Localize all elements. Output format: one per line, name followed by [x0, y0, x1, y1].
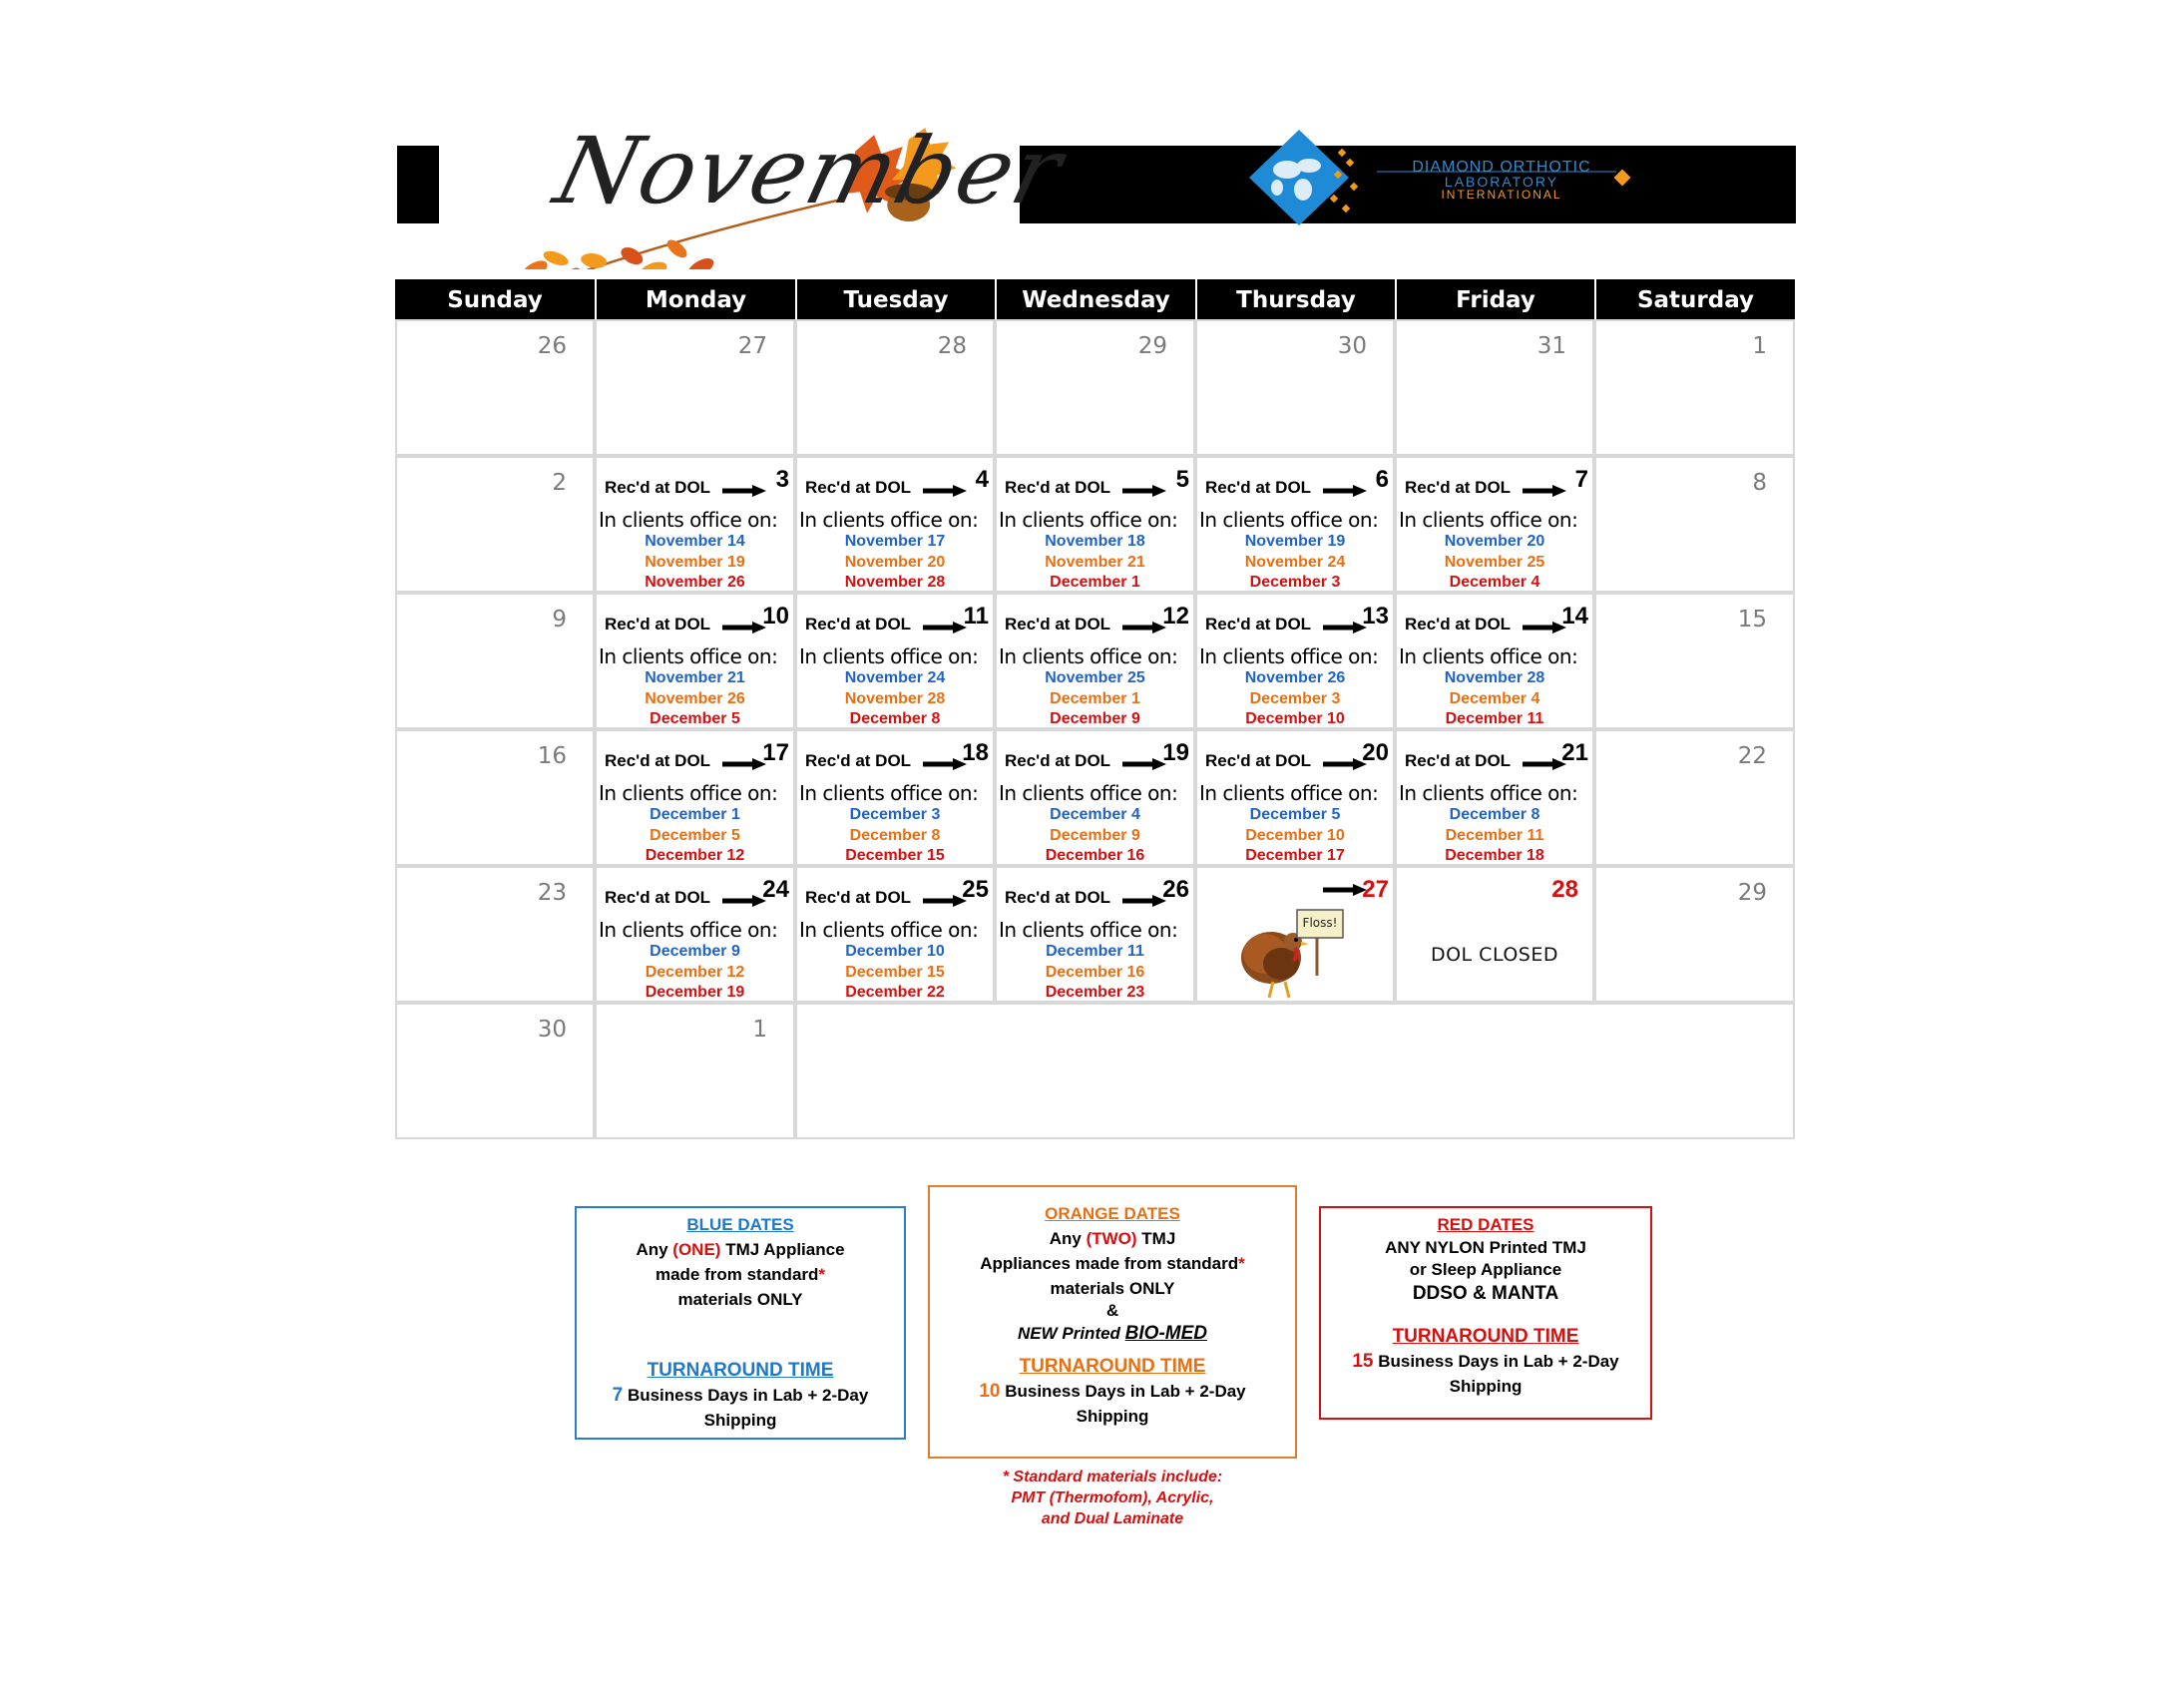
legend-blue-line-5: Shipping	[703, 1411, 777, 1430]
received-label: Rec'd at DOL	[1405, 615, 1512, 633]
delivery-dates	[997, 942, 1193, 1004]
day-header-tuesday: Tuesday	[797, 279, 995, 319]
in-office-label: In clients office on:	[1399, 508, 1578, 532]
day-number: 1	[1752, 333, 1767, 359]
delivery-dates	[1397, 668, 1592, 730]
in-office-label: In clients office on:	[599, 781, 778, 805]
orange-date: November 21	[1045, 553, 1145, 571]
legend-blue-title: BLUE DATES	[686, 1215, 794, 1234]
delivery-dates	[797, 805, 993, 867]
arrow-right-icon	[1523, 484, 1566, 502]
day-number: 26	[537, 333, 567, 359]
day-number: 15	[1737, 607, 1767, 633]
legend-orange-title: ORANGE DATES	[1045, 1204, 1180, 1223]
day-cell	[395, 319, 595, 456]
blue-date: November 26	[1244, 669, 1346, 686]
day-cell	[1395, 866, 1594, 1003]
legend-red-title: RED DATES	[1437, 1215, 1534, 1234]
blue-date: November 18	[1045, 533, 1145, 550]
in-office-label: In clients office on:	[1199, 508, 1379, 532]
arrow-right-icon	[722, 894, 766, 912]
orange-date: November 24	[1244, 553, 1346, 571]
red-date: December 23	[1045, 984, 1145, 1001]
arrow-right-icon	[923, 894, 967, 912]
arrow-right-icon	[1323, 484, 1367, 502]
day-number: 21	[1561, 739, 1588, 766]
red-date: December 18	[1445, 847, 1544, 864]
arrow-right-icon	[1122, 484, 1166, 502]
red-date: December 22	[845, 984, 945, 1001]
day-cell	[595, 319, 795, 456]
legend-blue-line-4: 7 Business Days in Lab + 2-Day	[612, 1385, 869, 1406]
received-label: Rec'd at DOL	[1005, 751, 1111, 770]
day-cell	[1195, 729, 1395, 866]
blue-date: December 9	[650, 943, 740, 960]
delivery-dates	[1197, 532, 1393, 594]
red-date: December 1	[1050, 574, 1140, 591]
blue-date: December 3	[849, 806, 941, 823]
orange-date: December 11	[1445, 826, 1544, 844]
delivery-dates	[1197, 668, 1393, 730]
in-office-label: In clients office on:	[799, 781, 979, 805]
day-cell	[1395, 319, 1594, 456]
received-label: Rec'd at DOL	[605, 888, 711, 907]
in-office-label: In clients office on:	[999, 644, 1178, 668]
arrow-right-icon	[1122, 894, 1166, 912]
day-cell	[1395, 729, 1594, 866]
day-cell	[995, 593, 1195, 729]
received-label: Rec'd at DOL	[605, 478, 711, 497]
blue-date: December 4	[1050, 806, 1140, 823]
orange-date: December 10	[1245, 826, 1345, 844]
delivery-dates	[597, 532, 793, 594]
arrow-right-icon	[722, 757, 766, 775]
orange-date: November 20	[844, 553, 946, 571]
day-number: 12	[1162, 603, 1189, 630]
received-at-dol	[605, 472, 794, 496]
orange-date: December 1	[1050, 689, 1140, 707]
in-office-label: In clients office on:	[1199, 781, 1379, 805]
day-number: 29	[1137, 333, 1167, 359]
day-cell	[595, 593, 795, 729]
day-number: 14	[1561, 603, 1588, 630]
day-number: 2	[552, 470, 567, 496]
red-date: December 12	[645, 847, 745, 864]
orange-date: December 16	[1045, 963, 1145, 981]
legend-orange-line-1: Any (TWO) TMJ	[1049, 1229, 1176, 1248]
blue-date: November 20	[1444, 533, 1545, 550]
arrow-right-icon	[1323, 883, 1367, 901]
day-number: 27	[737, 333, 767, 359]
arrow-right-icon	[1323, 757, 1367, 775]
day-cell	[1594, 456, 1795, 593]
delivery-dates	[1397, 805, 1592, 867]
orange-date: December 3	[1249, 689, 1341, 707]
blue-date: December 5	[1249, 806, 1341, 823]
day-cell	[1195, 456, 1395, 593]
month-title: November	[545, 118, 1075, 224]
red-date: December 8	[849, 710, 941, 727]
day-number: 31	[1536, 333, 1566, 359]
day-number: 17	[762, 739, 789, 766]
day-cell	[995, 456, 1195, 593]
orange-date: December 12	[645, 963, 745, 981]
in-office-label: In clients office on:	[1199, 644, 1379, 668]
delivery-dates	[597, 668, 793, 730]
in-office-label: In clients office on:	[999, 508, 1178, 532]
delivery-dates	[997, 805, 1193, 867]
received-label: Rec'd at DOL	[605, 751, 711, 770]
orange-date: December 9	[1050, 826, 1140, 844]
day-number: 9	[552, 607, 567, 633]
in-office-label: In clients office on:	[1399, 644, 1578, 668]
day-cell	[595, 866, 795, 1003]
day-number: 6	[1375, 466, 1389, 493]
day-cell	[1594, 729, 1795, 866]
in-office-label: In clients office on:	[999, 781, 1178, 805]
day-number: 11	[963, 603, 989, 630]
delivery-dates	[797, 668, 993, 730]
day-cell	[995, 319, 1195, 456]
day-cell	[1594, 866, 1795, 1003]
legend-blue-dates	[575, 1206, 906, 1440]
day-cell	[395, 456, 595, 593]
arrow-right-icon	[722, 484, 766, 502]
day-cell	[595, 456, 795, 593]
arrow-right-icon	[1523, 621, 1566, 638]
blue-date: November 19	[1244, 533, 1346, 550]
legend-blue-line-3: materials ONLY	[677, 1290, 803, 1309]
blue-date: December 10	[845, 943, 945, 960]
day-number: 4	[975, 466, 989, 493]
arrow-right-icon	[1122, 621, 1166, 638]
day-number: 19	[1162, 739, 1189, 766]
day-cell	[995, 729, 1195, 866]
legend-blue-turnaround: TURNAROUND TIME	[647, 1360, 834, 1381]
orange-date: November 19	[645, 553, 745, 571]
in-office-label: In clients office on:	[599, 644, 778, 668]
red-date: December 10	[1245, 710, 1345, 727]
received-at-dol	[805, 472, 995, 496]
legend-orange-line-2: Appliances made from standard*	[980, 1254, 1245, 1273]
legend-red-line-2: or Sleep Appliance	[1409, 1260, 1562, 1279]
day-number: 7	[1574, 466, 1588, 493]
legend-orange-line-3: materials ONLY	[1050, 1279, 1175, 1298]
red-date: December 15	[845, 847, 945, 864]
blue-date: November 25	[1045, 669, 1145, 686]
red-date: November 26	[645, 574, 745, 591]
day-cell	[795, 456, 995, 593]
day-number: 29	[1737, 880, 1767, 906]
blue-date: November 14	[645, 533, 745, 550]
day-cell	[1594, 593, 1795, 729]
floss-sign: Floss!	[1302, 916, 1338, 930]
legend-red-line-5: Shipping	[1449, 1377, 1523, 1396]
received-label: Rec'd at DOL	[1005, 888, 1111, 907]
logo-line-1: DIAMOND ORTHOTIC	[1412, 159, 1591, 176]
red-date: December 4	[1449, 574, 1540, 591]
red-date: December 16	[1045, 847, 1145, 864]
delivery-dates	[997, 668, 1193, 730]
day-cell	[795, 593, 995, 729]
red-date: December 19	[645, 984, 745, 1001]
orange-date: December 15	[845, 963, 945, 981]
in-office-label: In clients office on:	[799, 508, 979, 532]
received-at-dol	[1205, 472, 1395, 496]
legend-red-turnaround: TURNAROUND TIME	[1392, 1326, 1579, 1347]
delivery-dates	[1397, 532, 1592, 594]
day-number: 26	[1162, 876, 1189, 903]
turkey-icon	[1235, 906, 1345, 1002]
received-label: Rec'd at DOL	[605, 615, 711, 633]
in-office-label: In clients office on:	[599, 508, 778, 532]
legend-orange-dates	[928, 1185, 1297, 1459]
day-cell	[395, 729, 595, 866]
received-label: Rec'd at DOL	[1205, 751, 1312, 770]
blue-date: November 24	[844, 669, 946, 686]
delivery-dates	[797, 942, 993, 1004]
arrow-right-icon	[1523, 757, 1566, 775]
day-cell	[395, 1003, 595, 1139]
day-cell	[595, 729, 795, 866]
note-line-1: * Standard materials include:	[1002, 1469, 1223, 1485]
day-number: 25	[962, 876, 989, 903]
day-cell	[1395, 456, 1594, 593]
orange-date: December 4	[1449, 689, 1540, 707]
legend-red-dates	[1319, 1206, 1652, 1420]
red-date: December 9	[1050, 710, 1140, 727]
delivery-dates	[1197, 805, 1393, 867]
received-label: Rec'd at DOL	[805, 888, 912, 907]
orange-date: November 26	[645, 689, 745, 707]
received-at-dol	[1005, 472, 1194, 496]
received-label: Rec'd at DOL	[805, 478, 912, 497]
day-cell	[595, 1003, 795, 1139]
in-office-label: In clients office on:	[599, 918, 778, 942]
day-number: 5	[1175, 466, 1189, 493]
standard-materials-note	[928, 1467, 1297, 1529]
day-header-monday: Monday	[597, 279, 795, 319]
day-number: 8	[1752, 470, 1767, 496]
day-cell	[795, 729, 995, 866]
header-bar-left	[397, 146, 439, 223]
day-header-sunday: Sunday	[395, 279, 595, 319]
day-number: 28	[1551, 876, 1578, 903]
day-cell	[995, 866, 1195, 1003]
blue-date: November 21	[645, 669, 745, 686]
arrow-right-icon	[923, 621, 967, 638]
day-header-friday: Friday	[1397, 279, 1594, 319]
legend-orange-line-4: NEW Printed BIO-MED	[1018, 1323, 1207, 1344]
received-label: Rec'd at DOL	[1005, 615, 1111, 633]
day-cell	[1594, 319, 1795, 456]
in-office-label: In clients office on:	[999, 918, 1178, 942]
legend-red-line-1: ANY NYLON Printed TMJ	[1385, 1238, 1586, 1257]
in-office-label: In clients office on:	[1399, 781, 1578, 805]
day-number: 22	[1737, 743, 1767, 769]
orange-date: December 5	[650, 826, 740, 844]
received-label: Rec'd at DOL	[1405, 751, 1512, 770]
day-cell	[1195, 866, 1395, 1003]
day-header-thursday: Thursday	[1197, 279, 1395, 319]
day-number: 30	[1337, 333, 1367, 359]
day-number: 20	[1362, 739, 1389, 766]
received-label: Rec'd at DOL	[805, 751, 912, 770]
day-number: 16	[537, 743, 567, 769]
logo-text	[1372, 160, 1631, 202]
received-label: Rec'd at DOL	[805, 615, 912, 633]
dol-closed-label: DOL CLOSED	[1430, 944, 1559, 966]
orange-date: November 25	[1444, 553, 1545, 571]
blue-date: December 11	[1046, 943, 1144, 960]
delivery-dates	[797, 532, 993, 594]
day-cell	[1195, 319, 1395, 456]
blue-date: November 17	[844, 533, 946, 550]
day-number: 24	[762, 876, 789, 903]
blue-date: December 1	[650, 806, 740, 823]
day-number: 10	[762, 603, 789, 630]
red-date: December 17	[1245, 847, 1345, 864]
logo-line-3: INTERNATIONAL	[1441, 188, 1562, 202]
day-cell	[795, 319, 995, 456]
blue-date: December 8	[1449, 806, 1540, 823]
legend-orange-amp: &	[1105, 1301, 1119, 1320]
day-number: 13	[1362, 603, 1389, 630]
day-number: 23	[537, 880, 567, 906]
day-header-saturday: Saturday	[1596, 279, 1795, 319]
orange-date: November 28	[844, 689, 946, 707]
day-cell	[795, 866, 995, 1003]
red-date: December 3	[1249, 574, 1341, 591]
day-number: 27	[1362, 876, 1389, 903]
blue-date: November 28	[1444, 669, 1545, 686]
in-office-label: In clients office on:	[799, 918, 979, 942]
legend-orange-turnaround: TURNAROUND TIME	[1019, 1356, 1206, 1377]
received-label: Rec'd at DOL	[1205, 478, 1312, 497]
red-date: November 28	[844, 574, 946, 591]
day-cell	[395, 593, 595, 729]
legend-blue-line-2: made from standard*	[655, 1265, 826, 1284]
delivery-dates	[997, 532, 1193, 594]
received-at-dol	[1405, 472, 1594, 496]
day-number: 28	[937, 333, 967, 359]
day-cell	[1395, 593, 1594, 729]
empty-cell	[795, 1003, 1795, 1139]
arrow-right-icon	[1122, 757, 1166, 775]
received-label: Rec'd at DOL	[1205, 615, 1312, 633]
logo-line-2: LABORATORY	[1444, 174, 1559, 190]
day-number: 1	[752, 1017, 767, 1043]
arrow-right-icon	[923, 757, 967, 775]
received-label: Rec'd at DOL	[1005, 478, 1111, 497]
orange-date: December 8	[849, 826, 941, 844]
legend-red-line-3: DDSO & MANTA	[1412, 1283, 1559, 1304]
legend-orange-line-5: 10 Business Days in Lab + 2-Day	[979, 1381, 1246, 1402]
delivery-dates	[597, 805, 793, 867]
arrow-right-icon	[1323, 621, 1367, 638]
red-date: December 5	[650, 710, 740, 727]
note-line-3: and Dual Laminate	[1041, 1510, 1184, 1527]
arrow-right-icon	[923, 484, 967, 502]
day-header-wednesday: Wednesday	[997, 279, 1195, 319]
day-cell	[1195, 593, 1395, 729]
in-office-label: In clients office on:	[799, 644, 979, 668]
red-date: December 11	[1445, 710, 1544, 727]
legend-blue-line-1: Any (ONE) TMJ Appliance	[636, 1240, 845, 1259]
day-cell	[395, 866, 595, 1003]
arrow-right-icon	[722, 621, 766, 638]
delivery-dates	[597, 942, 793, 1004]
day-number: 18	[962, 739, 989, 766]
received-label: Rec'd at DOL	[1405, 478, 1512, 497]
legend-orange-line-6: Shipping	[1076, 1407, 1149, 1426]
day-number: 30	[537, 1017, 567, 1043]
legend-red-line-4: 15 Business Days in Lab + 2-Day	[1352, 1351, 1619, 1372]
day-number: 3	[775, 466, 789, 493]
note-line-2: PMT (Thermofom), Acrylic,	[1011, 1489, 1214, 1506]
